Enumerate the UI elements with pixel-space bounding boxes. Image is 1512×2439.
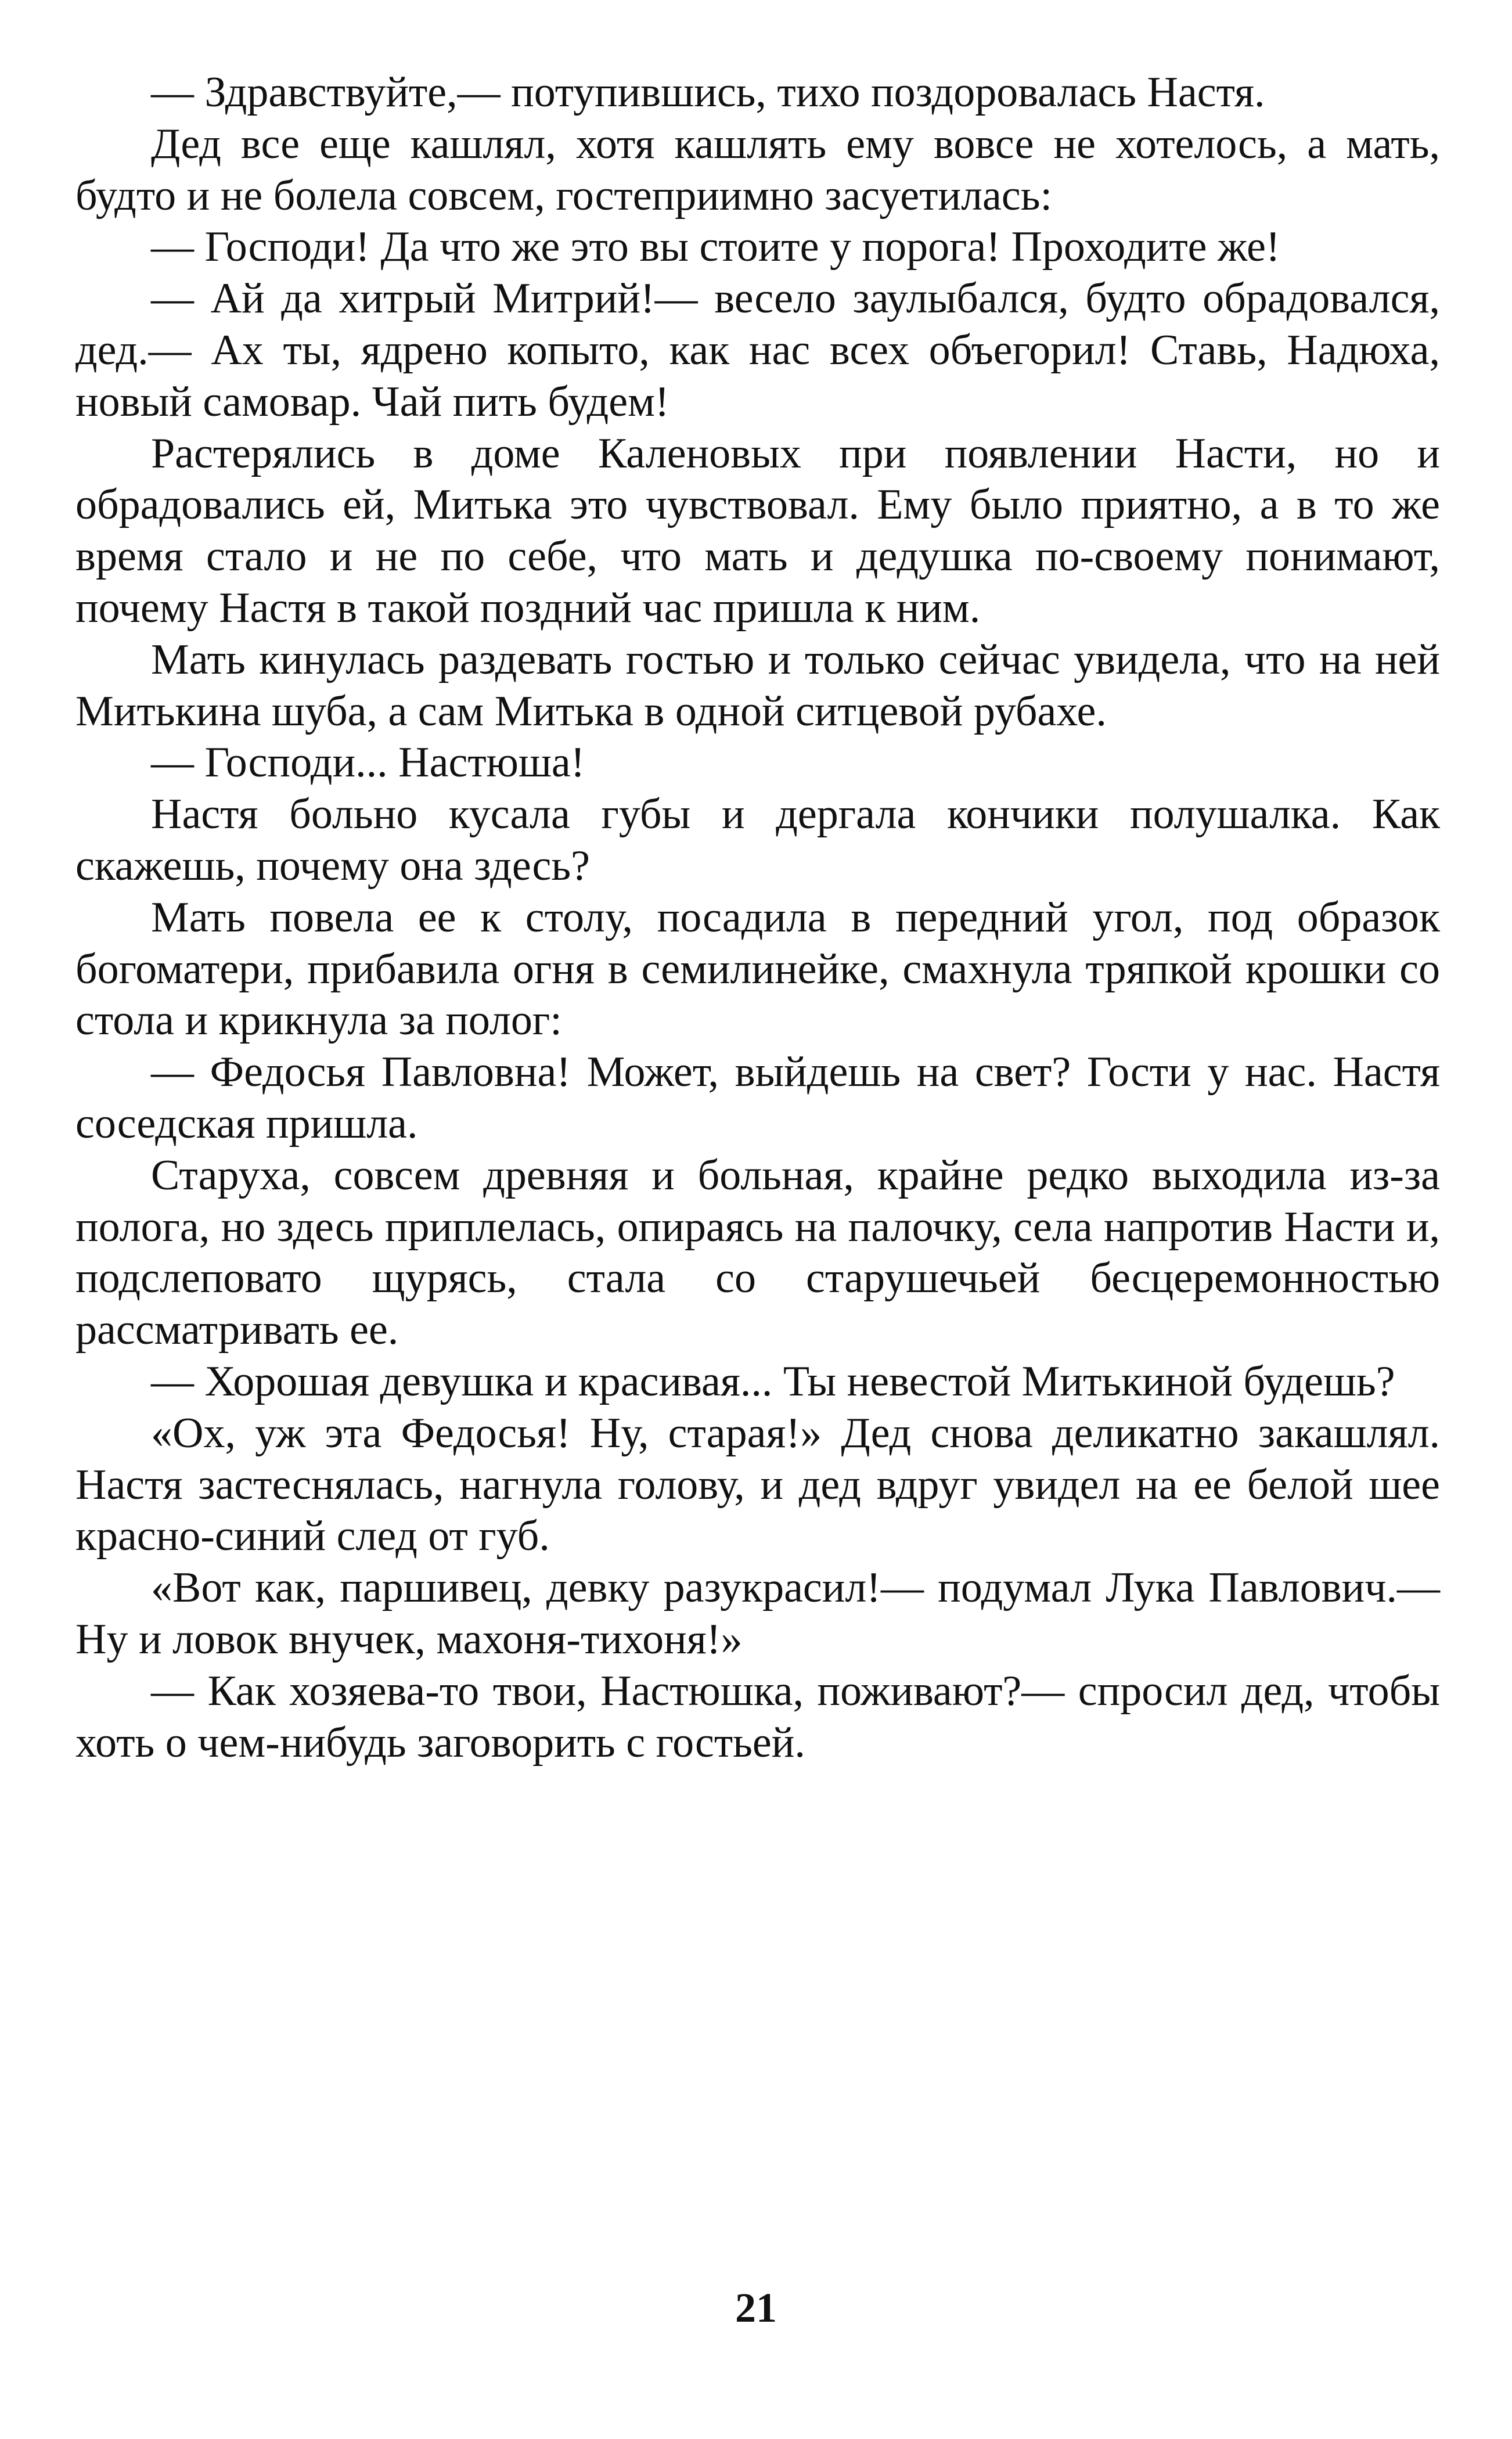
paragraph: «Вот как, паршивец, девку разукрасил!— подумал Лука Павлович.— Ну и ловок внучек, махоня-тихоня!» [75, 1564, 1440, 1663]
paragraph: Настя больно кусала губы и дергала кончики полушалка. Как скажешь, почему она здесь? [75, 790, 1440, 890]
paragraph: Старуха, совсем древняя и больная, крайне редко выходила из-за полога, но здесь приплелась, опираясь на палочку, села напротив Насти и, подслеповато щурясь, стала со старушечьей бесцеремонностью рассматривать ее. [75, 1151, 1440, 1354]
paragraph: Мать кинулась раздевать гостью и только сейчас увидела, что на ней Митькина шуба, а сам Митька в одной ситцевой рубахе. [75, 635, 1440, 735]
page-number: 21 [735, 2285, 777, 2331]
paragraph: — Господи! Да что же это вы стоите у порога! Проходите же! [151, 223, 1280, 271]
paragraph: Мать повела ее к столу, посадила в передний угол, под образок богоматери, прибавила огня в семилинейке, смахнула тряпкой крошки со стола и крикнула за полог: [75, 893, 1440, 1045]
paragraph: — Господи... Настюша! [151, 739, 585, 787]
paragraph: — Федосья Павловна! Может, выйдешь на свет? Гости у нас. Настя соседская пришла. [75, 1048, 1440, 1147]
paragraph: «Ох, уж эта Федосья! Ну, старая!» Дед снова деликатно закашлял. Настя застеснялась, нагнула голову, и дед вдруг увидел на ее белой шее красно-синий след от губ. [75, 1409, 1440, 1560]
paragraph: Дед все еще кашлял, хотя кашлять ему вовсе не хотелось, а мать, будто и не болела совсем, гостеприимно засуетилась: [75, 120, 1440, 220]
paragraph: — Хорошая девушка и красивая... Ты невестой Митькиной будешь? [151, 1357, 1395, 1405]
paragraph: — Ай да хитрый Митрий!— весело заулыбался, будто обрадовался, дед.— Ах ты, ядрено копыто, как нас всех объегорил! Ставь, Надюха, новый самовар. Чай пить будем! [75, 275, 1440, 426]
paragraph: — Здравствуйте,— потупившись, тихо поздоровалась Настя. [151, 69, 1265, 116]
paragraph: Растерялись в доме Каленовых при появлении Насти, но и обрадовались ей, Митька это чувствовал. Ему было приятно, а в то же время стало и не по себе, что мать и дедушка по-своему понимают, почему Настя в такой поздний час пришла к ним. [75, 429, 1440, 632]
paragraph: — Как хозяева-то твои, Настюшка, поживают?— спросил дед, чтобы хоть о чем-нибудь заговорить с гостьей. [75, 1667, 1440, 1767]
page-text [75, 67, 1440, 1768]
